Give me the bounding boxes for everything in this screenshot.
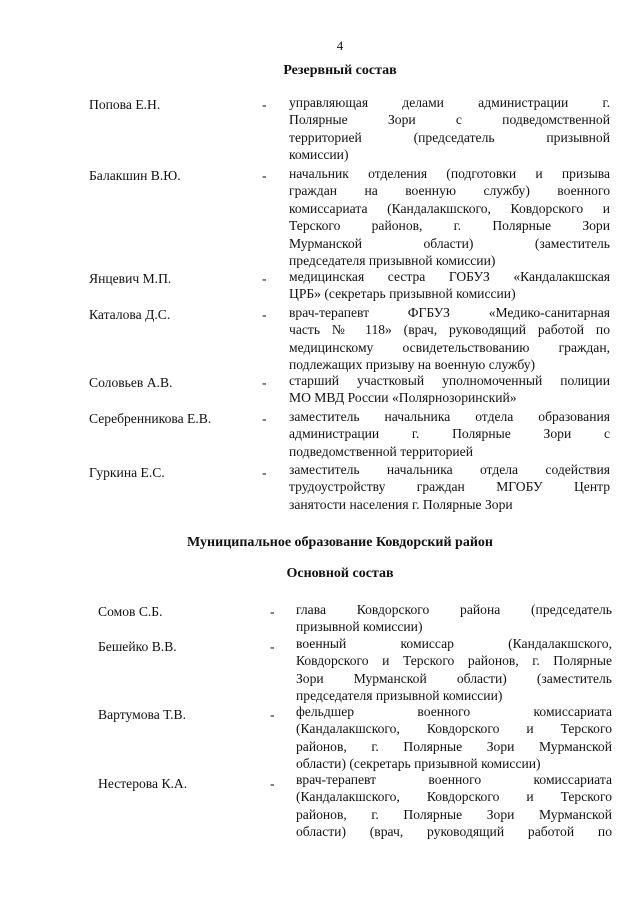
- member-position: [296, 601, 612, 636]
- dash: -: [262, 307, 267, 322]
- dash: -: [270, 604, 275, 619]
- position-line: старший участковый уполномоченный полиции: [289, 373, 610, 388]
- position-line: администрации г. Полярные Зори с: [289, 426, 610, 442]
- position-line: Зори Мурманской области) (заместитель: [296, 670, 612, 686]
- position-line: подлежащих призыву на военную службу): [289, 357, 536, 373]
- member-name: Нестерова К.А.: [98, 776, 188, 791]
- position-line: председателя призывной комиссии): [289, 252, 496, 268]
- position-line: (Кандалакшского, Ковдорского и Терского: [296, 789, 612, 805]
- position-line: Полярные Зори с подведомственной: [289, 112, 610, 128]
- position-line: заместитель начальника отдела образования: [289, 409, 610, 424]
- dash: -: [262, 465, 267, 480]
- position-line: председателя призывной комиссии): [296, 688, 503, 704]
- member-name: Гуркина Е.С.: [89, 465, 165, 480]
- position-line: ЦРБ» (секретарь призывной комиссии): [289, 286, 516, 302]
- member-position: [296, 703, 612, 773]
- member-position: [289, 461, 610, 513]
- page-number: 4: [336, 38, 344, 53]
- position-line: области) (врач, руководящий работой по: [296, 824, 612, 840]
- dash: -: [270, 707, 275, 722]
- position-line: трудоустройству граждан МГОБУ Центр: [289, 479, 610, 495]
- member-name: Серебренникова Е.В.: [89, 411, 212, 426]
- position-line: заместитель начальника отдела содействия: [289, 462, 610, 477]
- position-line: районов, г. Полярные Зори Мурманской: [296, 738, 612, 754]
- member-name: Янцевич М.П.: [89, 271, 172, 286]
- position-line: комиссии): [289, 147, 349, 163]
- dash: -: [270, 776, 275, 791]
- member-position: [296, 635, 612, 705]
- member-name: Сомов С.Б.: [98, 604, 163, 619]
- member-position: [289, 408, 610, 460]
- section-heading-main: Основной состав: [286, 566, 394, 581]
- member-name: Балакшин В.Ю.: [89, 168, 181, 183]
- position-line: начальник отделения (подготовки и призыва: [289, 166, 610, 181]
- position-line: управляющая делами администрации г.: [289, 95, 610, 110]
- position-line: Мурманской области) (заместитель: [289, 235, 610, 251]
- position-line: районов, г. Полярные Зори Мурманской: [296, 806, 612, 822]
- dash: -: [262, 168, 267, 183]
- position-line: медицинскому освидетельствованию граждан,: [289, 339, 610, 355]
- position-line: подведомственной территорией: [289, 443, 473, 459]
- member-name: Вартумова Т.В.: [98, 707, 186, 722]
- position-line: врач-терапевт ФГБУЗ «Медико-санитарная: [289, 305, 610, 320]
- position-line: врач-терапевт военного комиссариата: [296, 772, 612, 787]
- position-line: граждан на военную службу) военного: [289, 183, 610, 199]
- member-position: [289, 372, 610, 407]
- position-line: медицинская сестра ГОБУЗ «Кандалакшская: [289, 269, 610, 284]
- position-line: территорией (председатель призывной: [289, 129, 610, 145]
- dash: -: [262, 375, 267, 390]
- member-name: Попова Е.Н.: [89, 97, 161, 112]
- member-position: [289, 165, 610, 269]
- position-line: области) (секретарь призывной комиссии): [296, 756, 541, 772]
- member-position: [289, 94, 610, 164]
- dash: -: [262, 97, 267, 112]
- dash: -: [262, 411, 267, 426]
- position-line: МО МВД России «Полярнозоринский»: [289, 390, 517, 406]
- position-line: комиссариата (Кандалакшского, Ковдорского и: [289, 200, 610, 216]
- municipality-heading: Муниципальное образование Ковдорский район: [187, 535, 493, 550]
- position-line: военный комиссар (Кандалакшского,: [296, 636, 612, 651]
- position-line: часть № 118» (врач, руководящий работой по: [289, 322, 610, 338]
- position-line: фельдшер военного комиссариата: [296, 704, 612, 719]
- position-line: глава Ковдорского района (председатель: [296, 602, 612, 617]
- position-line: Терского районов, г. Полярные Зори: [289, 218, 610, 234]
- position-line: занятости населения г. Полярные Зори: [289, 496, 513, 512]
- member-name: Соловьев А.В.: [89, 375, 173, 390]
- dash: -: [270, 639, 275, 654]
- position-line: (Кандалакшского, Ковдорского и Терского: [296, 721, 612, 737]
- member-position: [289, 268, 610, 303]
- member-name: Каталова Д.С.: [89, 307, 171, 322]
- position-line: Ковдорского и Терского районов, г. Полярные: [296, 653, 612, 669]
- position-line: призывной комиссии): [296, 619, 423, 635]
- member-position: [296, 771, 612, 841]
- member-name: Бешейко В.В.: [98, 639, 177, 654]
- member-position: [289, 304, 610, 374]
- dash: -: [262, 271, 267, 286]
- section-heading-reserve: Резервный состав: [283, 63, 397, 78]
